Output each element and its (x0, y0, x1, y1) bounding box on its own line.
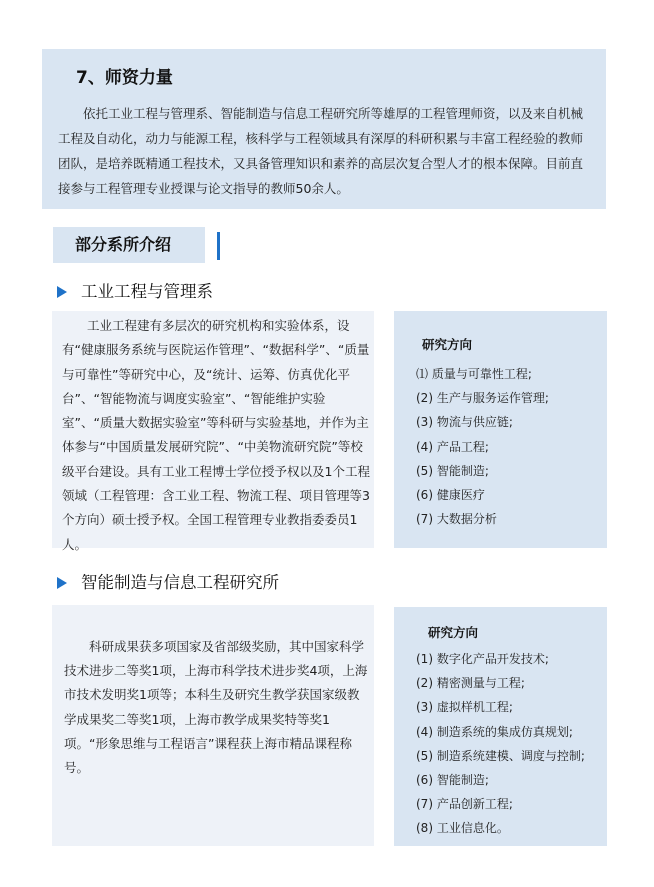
research-direction-item: (6) 智能制造; (416, 773, 489, 788)
research-directions-panel (394, 311, 607, 548)
faculty-title: 7、师资力量 (76, 68, 173, 88)
research-direction-item: (2) 精密测量与工程; (416, 676, 525, 691)
faculty-panel (42, 49, 606, 209)
research-direction-item: (3) 物流与供应链; (416, 415, 513, 430)
research-direction-item: (7) 大数据分析 (416, 512, 497, 527)
department-description: 科研成果获多项国家及省部级奖励，其中国家科学技术进步二等奖1项，上海市科学技术进步奖4项，上海市技术发明奖1项等；本科生及研究生教学获国家级教学成果奖二等奖1项，上海市教学成果奖特等奖1项。“形象思维与工程语言”课程获上海市精品课程称号。 (64, 639, 368, 776)
research-direction-item: (3) 虚拟样机工程; (416, 700, 513, 715)
department-description: 工业工程建有多层次的研究机构和实验体系，设有“健康服务系统与医院运作管理”、“数据科学”、“质量与可靠性”等研究中心，及“统计、运筹、仿真优化平台”、“智能物流与调度实验室”、“智能维护实验室”、“质量大数据实验室”等科研与实验基地，并作为主体参与“中国质量发展研究院”、“中美物流研究院”等校级平台建设。具有工业工程博士学位授予权以及1个工程领域（工程管理：含工业工程、物流工程、项目管理等3个方向）硕士授予权。全国工程管理专业教指委委员1人。 (62, 318, 370, 552)
research-directions-title: 研究方向 (428, 625, 479, 640)
research-direction-item: (6) 健康医疗 (416, 488, 485, 503)
department-description-panel (52, 605, 374, 846)
department-description-panel (52, 311, 374, 552)
section-title: 部分系所介绍 (53, 227, 205, 263)
research-direction-item: (5) 智能制造; (416, 463, 489, 478)
department-name: 工业工程与管理系 (81, 282, 213, 301)
research-directions-list (416, 647, 607, 841)
research-directions-panel (394, 607, 607, 846)
faculty-body: 依托工业工程与管理系、智能制造与信息工程研究所等雄厚的工程管理师资，以及来自机械工程及自动化，动力与能源工程，核科学与工程领域具有深厚的科研积累与丰富工程经验的教师团队，是培养既精通工程技术，又具备管理知识和素养的高层次复合型人才的根本保障。目前直接参与工程管理专业授课与论文指导的教师50余人。 (58, 106, 584, 196)
research-direction-item: (5) 制造系统建模、调度与控制; (416, 748, 585, 763)
department-heading (57, 571, 279, 595)
research-direction-item: (7) 产品创新工程; (416, 797, 513, 812)
research-direction-item: (4) 产品工程; (416, 439, 489, 454)
department-heading (57, 280, 213, 304)
research-direction-item: (4) 制造系统的集成仿真规划; (416, 724, 573, 739)
research-direction-item: (8) 工业信息化。 (416, 821, 509, 836)
research-directions-list (416, 362, 601, 531)
research-direction-item: (1) 数字化产品开发技术; (416, 652, 549, 666)
triangle-bullet-icon (57, 577, 67, 589)
department-name: 智能制造与信息工程研究所 (81, 573, 279, 592)
section-title-accent-bar (217, 232, 220, 260)
research-directions-title: 研究方向 (422, 337, 473, 352)
triangle-bullet-icon (57, 286, 67, 298)
research-direction-item: (2) 生产与服务运作管理; (416, 391, 549, 406)
research-direction-item: ⑴ 质量与可靠性工程; (416, 367, 532, 381)
